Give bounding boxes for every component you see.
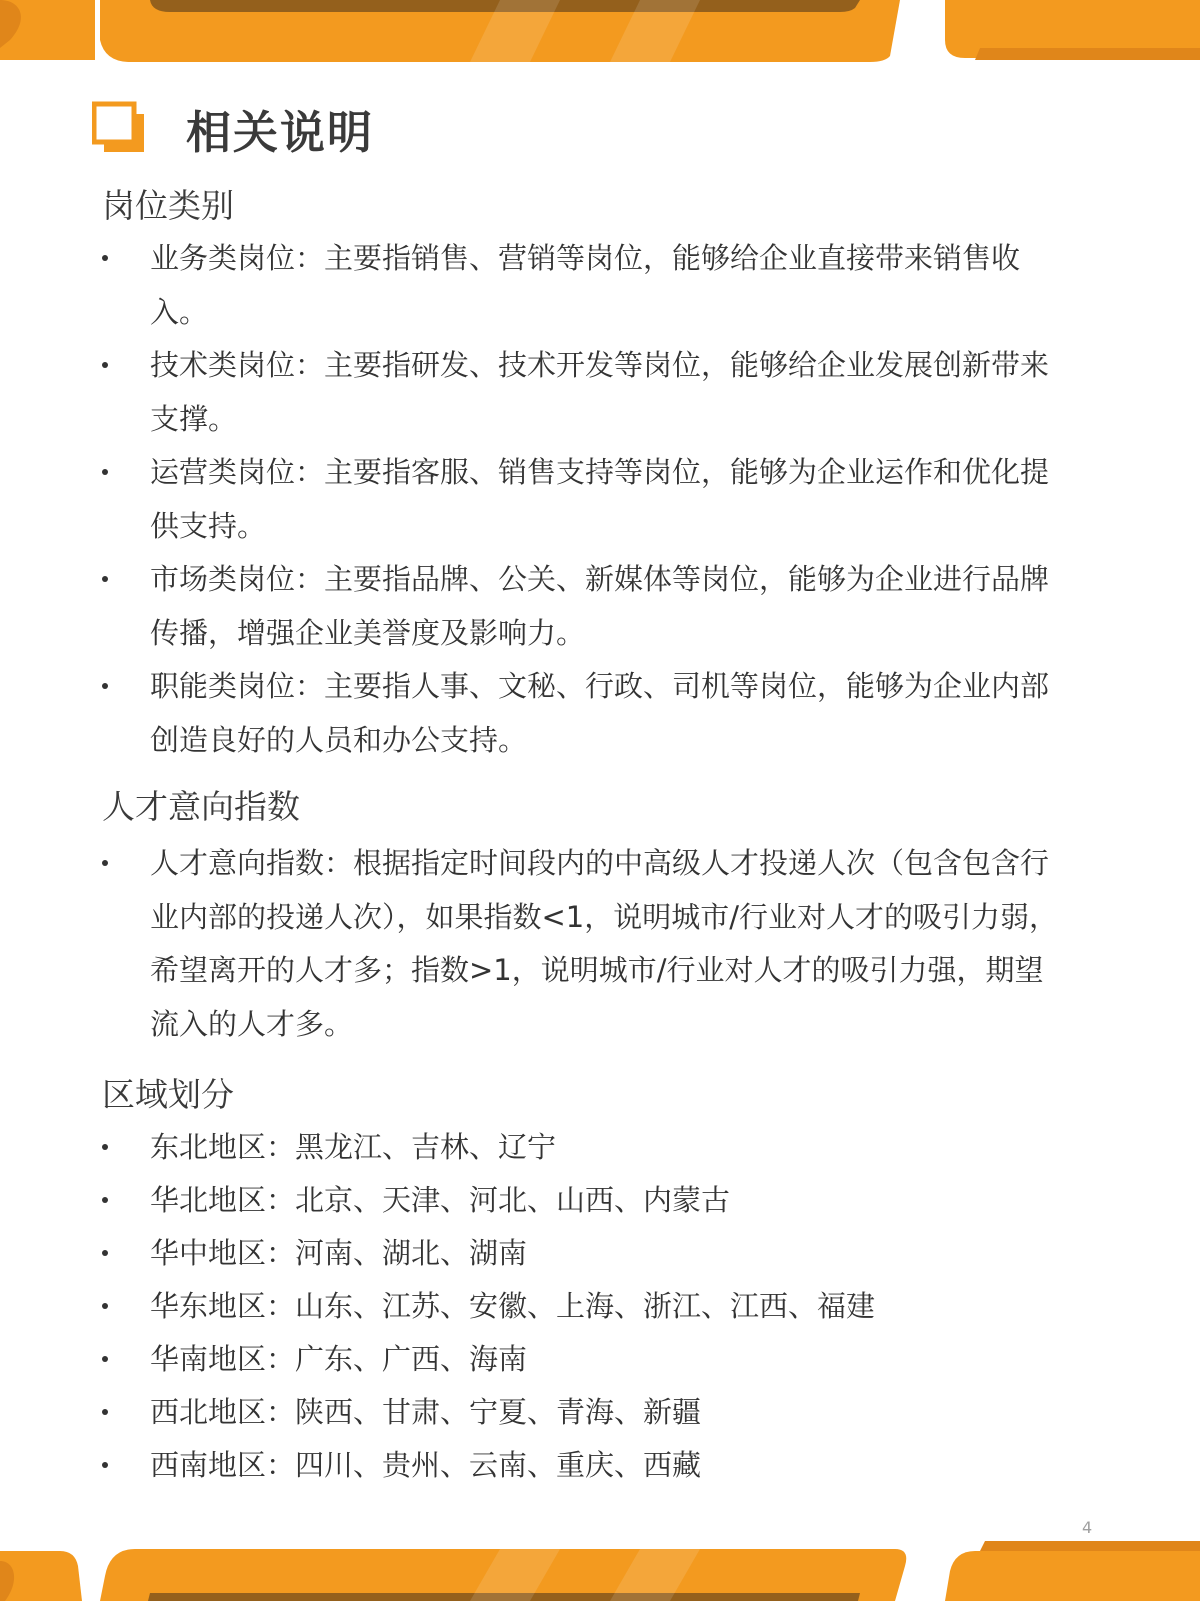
list-item: 运营类岗位：主要指客服、销售支持等岗位，能够为企业运作和优化提供支持。	[102, 446, 1062, 553]
page-title: 相关说明	[186, 105, 375, 159]
list-item: 华中地区：河南、湖北、湖南	[102, 1227, 1062, 1280]
list-item: 职能类岗位：主要指人事、文秘、行政、司机等岗位，能够为企业内部创造良好的人员和办公支持。	[102, 660, 1062, 767]
section-job-categories	[102, 180, 1062, 767]
list-item: 华南地区：广东、广西、海南	[102, 1333, 1062, 1386]
content-area	[102, 180, 1062, 1492]
section-heading-job-categories: 岗位类别	[102, 186, 234, 225]
talent-index-list	[102, 837, 1062, 1051]
title-row	[92, 98, 374, 158]
bottom-decorative-banner	[0, 1541, 1200, 1601]
list-item: 市场类岗位：主要指品牌、公关、新媒体等岗位，能够为企业进行品牌传播，增强企业美誉度及影响力。	[102, 553, 1062, 660]
list-item: 业务类岗位：主要指销售、营销等岗位，能够给企业直接带来销售收入。	[102, 232, 1062, 339]
top-decorative-banner	[0, 0, 1200, 62]
page-number: 4	[1082, 1518, 1093, 1537]
square-bullet-icon	[92, 100, 148, 156]
list-item: 西南地区：四川、贵州、云南、重庆、西藏	[102, 1439, 1062, 1492]
section-talent-index	[102, 781, 1062, 1051]
list-item: 华北地区：北京、天津、河北、山西、内蒙古	[102, 1174, 1062, 1227]
section-heading-regions: 区域划分	[102, 1075, 234, 1114]
list-item: 人才意向指数：根据指定时间段内的中高级人才投递人次（包含包含行业内部的投递人次），如果指数<1，说明城市/行业对人才的吸引力弱，希望离开的人才多；指数>1，说明城市/行业对人才的吸引力强，期望流入的人才多。	[102, 837, 1062, 1051]
list-item: 西北地区：陕西、甘肃、宁夏、青海、新疆	[102, 1386, 1062, 1439]
region-list	[102, 1121, 1062, 1492]
list-item: 华东地区：山东、江苏、安徽、上海、浙江、江西、福建	[102, 1280, 1062, 1333]
job-category-list	[102, 232, 1062, 767]
section-regions	[102, 1069, 1062, 1492]
list-item: 东北地区：黑龙江、吉林、辽宁	[102, 1121, 1062, 1174]
section-heading-talent-index: 人才意向指数	[102, 787, 300, 826]
list-item: 技术类岗位：主要指研发、技术开发等岗位，能够给企业发展创新带来支撑。	[102, 339, 1062, 446]
